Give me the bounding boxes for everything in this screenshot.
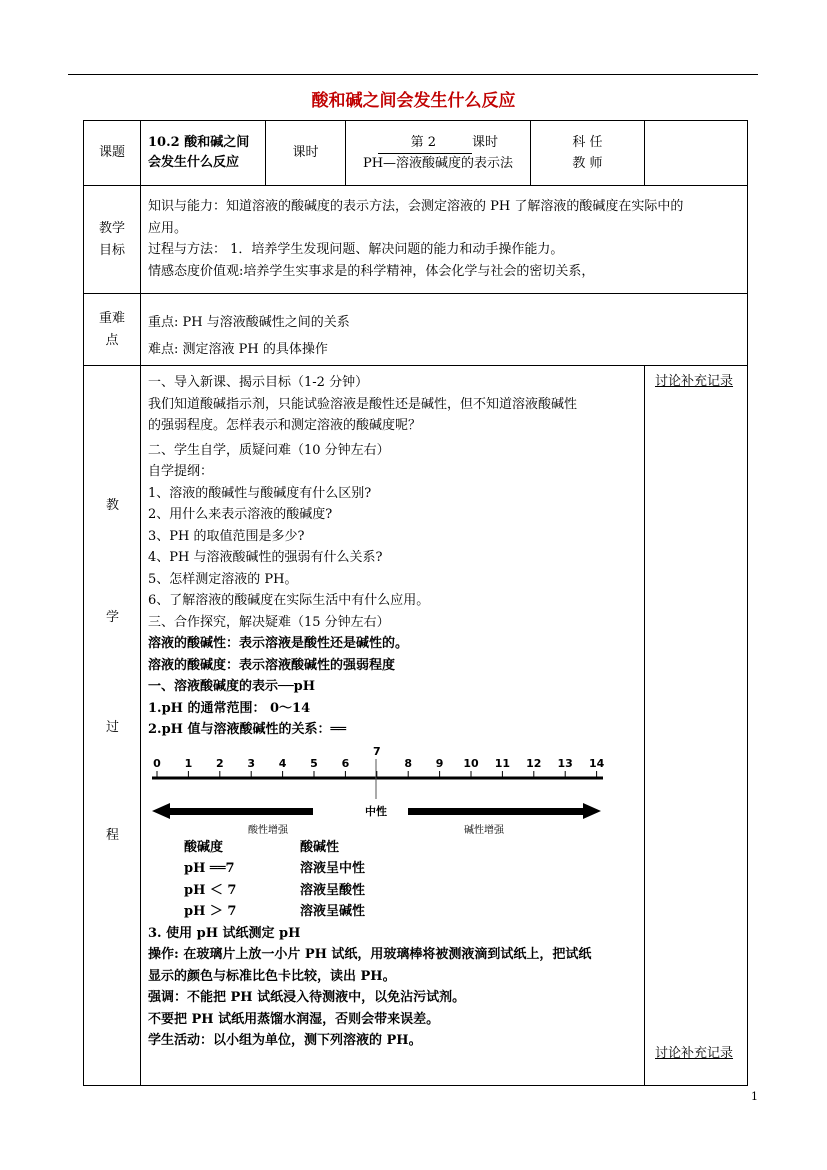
period-blank xyxy=(436,133,472,154)
teacher-label-line-1: 科 任 xyxy=(572,135,603,150)
goal-line: 应用。 xyxy=(148,220,188,236)
process-row xyxy=(84,366,748,1086)
tail-line: 操作: 在玻璃片上放一小片 PH 试纸，用玻璃棒将被测液滴到试纸上，把试纸 xyxy=(148,947,592,962)
topic-label: 课题 xyxy=(84,121,141,186)
topic-line-1: 10.2 酸和碱之间 xyxy=(148,135,250,150)
goals-label-line-1: 教学 xyxy=(98,220,125,236)
tail-line: 不要把 PH 试纸用蒸馏水润湿，否则会带来误差。 xyxy=(148,1011,440,1027)
scale-tick-label: 9 xyxy=(435,756,444,770)
teacher-value xyxy=(645,121,748,186)
scale-tick-label: 1 xyxy=(184,756,193,770)
relation-ph: pH ══7 xyxy=(184,861,235,876)
tail-line: 强调：不能把 PH 试纸浸入待测液中，以免沾污试剂。 xyxy=(148,990,466,1005)
selfstudy-line: 3、PH 的取值范围是多少? xyxy=(148,528,305,544)
selfstudy-line: 1、溶液的酸碱性与酸碱度有什么区别? xyxy=(148,485,372,501)
selfstudy-line: 6、了解溶液的酸碱度在实际生活中有什么应用。 xyxy=(148,593,430,608)
tail-line: 学生活动：以小组为单位，测下列溶液的 PH。 xyxy=(148,1033,422,1048)
keypoints-label-line-2: 点 xyxy=(105,332,119,348)
bold-line: 溶液的酸碱性：表示溶液是酸性还是碱性的。 xyxy=(148,636,409,651)
scale-tick-label: 11 xyxy=(494,756,511,770)
base-label: 碱性增强 xyxy=(464,824,504,836)
topic-value xyxy=(141,121,266,186)
goals-label xyxy=(84,186,141,294)
bold-line: 2.pH 值与溶液酸碱性的关系：══ xyxy=(148,722,347,737)
scale-tick-label: 0 xyxy=(153,756,161,770)
goal-line: 情感态度价值观:培养学生实事求是的科学精神，体会化学与社会的密切关系， xyxy=(148,263,595,279)
process-content xyxy=(141,366,645,1086)
intro-line: 一、导入新课、揭示目标（1-2 分钟） xyxy=(148,375,369,390)
keypoints-label-line-1: 重难 xyxy=(98,310,125,326)
selfstudy-line: 5、怎样测定溶液的 PH。 xyxy=(148,571,298,587)
ph-scale-diagram xyxy=(148,745,618,837)
bold-line: 1.pH 的通常范围： 0～14 xyxy=(148,700,311,716)
selfstudy-line: 4、PH 与溶液酸碱性的强弱有什么关系? xyxy=(148,550,383,565)
side-note-bottom: 讨论补充记录 xyxy=(655,1046,734,1061)
teacher-label-line-2: 教 师 xyxy=(572,156,603,171)
goal-line: 过程与方法： 1．培养学生发现问题、解决问题的能力和动手操作能力。 xyxy=(148,242,564,257)
relation-nature: 溶液呈碱性 xyxy=(300,904,366,919)
document-title: 酸和碱之间会发生什么反应 xyxy=(311,91,516,111)
process-label-char: 教 xyxy=(105,498,119,513)
relation-nature: 溶液呈酸性 xyxy=(300,882,366,898)
keypoint-line: 难点: 测定溶液 PH 的具体操作 xyxy=(148,342,328,357)
process-label-char: 学 xyxy=(105,610,119,625)
scale-tick-label: 6 xyxy=(341,756,350,770)
period-number: 第 2 xyxy=(378,133,436,154)
period-label: 课时 xyxy=(266,121,346,186)
tail-line: 显示的颜色与标准比色卡比较，读出 PH。 xyxy=(148,968,396,984)
goal-line: 知识与能力：知道溶液的酸碱度的表示方法，会测定溶液的 PH 了解溶液的酸碱度在实际中的 xyxy=(148,199,684,214)
scale-tick-label: 14 xyxy=(588,756,605,770)
neutral-label: 中性 xyxy=(365,804,387,818)
header-rule xyxy=(68,74,758,75)
process-label-char: 过 xyxy=(105,720,119,735)
scale-tick-label: 2 xyxy=(215,756,224,770)
acid-label: 酸性增强 xyxy=(248,824,288,836)
inquiry-line: 三、合作探究，解决疑难（15 分钟左右） xyxy=(148,614,390,630)
scale-tick-label: 13 xyxy=(557,756,573,770)
goals-content xyxy=(141,186,748,294)
bold-line: 溶液的酸碱度：表示溶液酸碱性的强弱程度 xyxy=(148,657,396,673)
keypoints-content xyxy=(141,294,748,366)
period-value xyxy=(346,121,531,186)
teacher-label xyxy=(531,121,645,186)
side-note-top: 讨论补充记录 xyxy=(655,374,734,389)
relation-header-nature: 酸碱性 xyxy=(300,839,340,855)
goals-row xyxy=(84,186,748,294)
topic-line-2: 会发生什么反应 xyxy=(148,155,240,170)
side-notes-column xyxy=(645,366,748,1086)
ph-scale-svg xyxy=(148,745,618,837)
intro-line: 我们知道酸碱指示剂，只能试验溶液是酸性还是碱性，但不知道溶液酸碱性 xyxy=(148,396,578,412)
scale-tick-label: 7 xyxy=(372,744,381,758)
scale-tick-label: 10 xyxy=(463,756,479,770)
selfstudy-line: 2、用什么来表示溶液的酸碱度? xyxy=(148,507,333,522)
process-label-char: 程 xyxy=(105,828,119,843)
base-arrow xyxy=(408,803,601,819)
keypoint-line: 重点: PH 与溶液酸碱性之间的关系 xyxy=(148,315,350,330)
selfstudy-line: 二、学生自学，质疑问难（10 分钟左右） xyxy=(148,442,390,458)
scale-tick-label: 4 xyxy=(278,756,287,770)
relation-ph: pH ＞ 7 xyxy=(184,904,237,919)
relation-header-ph: 酸碱度 xyxy=(184,839,224,855)
goals-label-line-2: 目标 xyxy=(98,242,125,258)
scale-tick-label: 3 xyxy=(247,756,256,770)
selfstudy-line: 自学提纲： xyxy=(148,464,214,479)
tail-line: 3. 使用 pH 试纸测定 pH xyxy=(148,925,301,941)
ph-relation-table xyxy=(184,837,644,923)
period-suffix: 课时 xyxy=(471,134,498,150)
bold-line: 一、溶液酸碱度的表示──pH xyxy=(148,679,316,694)
page-number: 1 xyxy=(751,1090,758,1103)
lesson-plan-table xyxy=(83,120,748,1086)
keypoints-row xyxy=(84,294,748,366)
relation-ph: pH ＜ 7 xyxy=(184,882,237,898)
header-row xyxy=(84,121,748,186)
period-subtitle: PH—溶液酸碱度的表示法 xyxy=(362,155,514,171)
intro-line: 的强弱程度。怎样表示和测定溶液的酸碱度呢？ xyxy=(148,418,422,433)
scale-tick-label: 12 xyxy=(526,756,542,770)
scale-tick-label: 8 xyxy=(404,756,413,770)
acid-arrow xyxy=(152,803,313,819)
keypoints-label xyxy=(84,294,141,366)
scale-tick-label: 5 xyxy=(310,756,318,770)
process-label xyxy=(84,366,141,1086)
relation-nature: 溶液呈中性 xyxy=(300,861,366,876)
